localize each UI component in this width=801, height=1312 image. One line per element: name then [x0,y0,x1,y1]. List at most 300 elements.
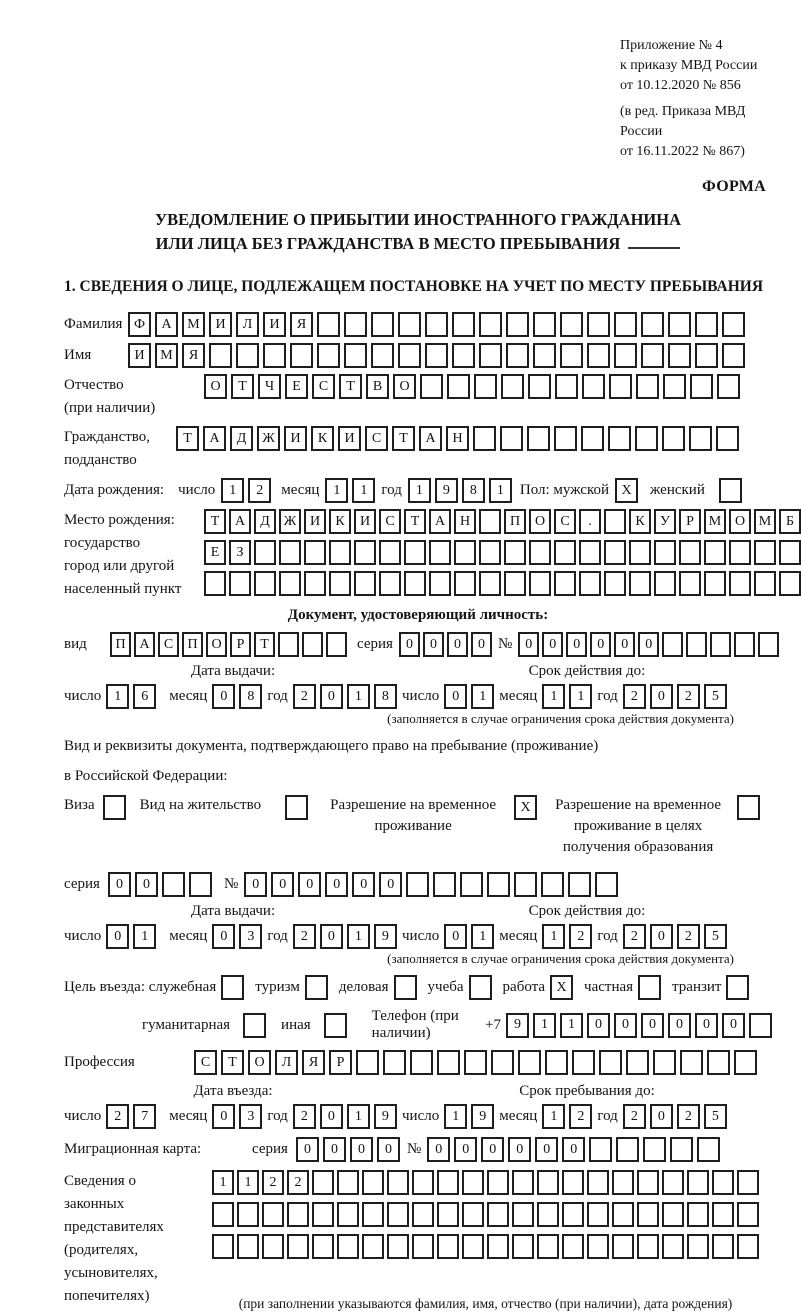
char-box[interactable] [716,426,739,451]
char-box[interactable]: Е [204,540,226,565]
char-box[interactable]: А [419,426,442,451]
char-box[interactable]: 1 [542,684,565,709]
char-box[interactable]: 0 [399,632,420,657]
char-box[interactable] [695,312,718,337]
char-box[interactable]: 2 [106,1104,129,1129]
char-box[interactable] [612,1202,634,1227]
char-box[interactable] [668,343,691,368]
char-box[interactable]: М [182,312,205,337]
char-box[interactable]: 3 [239,1104,262,1129]
char-box[interactable] [679,540,701,565]
char-box[interactable]: 1 [408,478,431,503]
char-box[interactable] [758,632,779,657]
char-box[interactable]: 5 [704,1104,727,1129]
char-box[interactable] [533,343,556,368]
char-box[interactable] [398,312,421,337]
char-box[interactable] [719,478,742,503]
char-box[interactable]: Я [290,312,313,337]
char-box[interactable]: И [209,312,232,337]
char-box[interactable] [537,1170,559,1195]
char-box[interactable]: 0 [379,872,402,897]
char-box[interactable] [560,343,583,368]
char-box[interactable] [616,1137,639,1162]
char-box[interactable] [608,426,631,451]
char-box[interactable] [189,872,212,897]
char-box[interactable]: X [550,975,573,1000]
char-box[interactable] [344,312,367,337]
char-box[interactable]: 9 [506,1013,529,1038]
char-box[interactable]: 0 [614,632,635,657]
char-box[interactable]: 0 [106,924,129,949]
char-box[interactable] [312,1234,334,1259]
char-box[interactable]: 9 [435,478,458,503]
char-box[interactable] [637,1234,659,1259]
char-box[interactable] [500,426,523,451]
char-box[interactable] [662,632,683,657]
char-box[interactable]: Б [779,509,801,534]
char-box[interactable]: Р [329,1050,352,1075]
char-box[interactable] [487,1202,509,1227]
char-box[interactable] [529,540,551,565]
char-box[interactable]: X [514,795,537,820]
char-box[interactable] [609,374,632,399]
char-box[interactable] [479,312,502,337]
char-box[interactable] [687,1234,709,1259]
char-box[interactable] [581,426,604,451]
char-box[interactable] [754,571,776,596]
char-box[interactable] [460,872,483,897]
char-box[interactable] [437,1234,459,1259]
char-box[interactable] [487,1234,509,1259]
char-box[interactable] [479,540,501,565]
char-box[interactable] [162,872,185,897]
char-box[interactable] [504,540,526,565]
char-box[interactable] [662,1234,684,1259]
char-box[interactable] [324,1013,347,1038]
char-box[interactable]: И [284,426,307,451]
char-box[interactable] [394,975,417,1000]
char-box[interactable] [329,571,351,596]
char-box[interactable] [362,1202,384,1227]
char-box[interactable]: 0 [320,684,343,709]
char-box[interactable] [262,1202,284,1227]
char-box[interactable] [722,312,745,337]
char-box[interactable]: И [263,312,286,337]
char-box[interactable] [243,1013,266,1038]
char-box[interactable] [690,374,713,399]
char-box[interactable] [579,571,601,596]
char-box[interactable] [479,509,501,534]
char-box[interactable] [429,571,451,596]
char-box[interactable]: 0 [471,632,492,657]
char-box[interactable]: 2 [293,1104,316,1129]
char-box[interactable]: О [204,374,227,399]
char-box[interactable] [103,795,126,820]
char-box[interactable] [726,975,749,1000]
char-box[interactable]: 8 [374,684,397,709]
char-box[interactable] [371,343,394,368]
char-box[interactable] [237,1234,259,1259]
char-box[interactable] [712,1202,734,1227]
char-box[interactable]: Н [446,426,469,451]
char-box[interactable] [236,343,259,368]
char-box[interactable] [697,1137,720,1162]
char-box[interactable] [779,540,801,565]
char-box[interactable]: 9 [471,1104,494,1129]
char-box[interactable] [506,343,529,368]
char-box[interactable] [464,1050,487,1075]
char-box[interactable] [679,571,701,596]
char-box[interactable] [629,540,651,565]
char-box[interactable]: 1 [106,684,129,709]
char-box[interactable]: С [194,1050,217,1075]
char-box[interactable] [469,975,492,1000]
char-box[interactable]: С [312,374,335,399]
char-box[interactable] [635,426,658,451]
char-box[interactable]: 0 [320,924,343,949]
char-box[interactable] [626,1050,649,1075]
char-box[interactable] [287,1234,309,1259]
char-box[interactable] [641,343,664,368]
char-box[interactable]: Ж [279,509,301,534]
char-box[interactable] [512,1202,534,1227]
char-box[interactable] [670,1137,693,1162]
char-box[interactable]: 0 [650,1104,673,1129]
char-box[interactable] [425,343,448,368]
char-box[interactable] [479,343,502,368]
char-box[interactable] [479,571,501,596]
char-box[interactable]: 1 [347,924,370,949]
char-box[interactable]: М [155,343,178,368]
char-box[interactable]: 8 [239,684,262,709]
char-box[interactable]: 0 [668,1013,691,1038]
char-box[interactable]: Т [221,1050,244,1075]
char-box[interactable] [337,1234,359,1259]
char-box[interactable] [209,343,232,368]
char-box[interactable] [599,1050,622,1075]
char-box[interactable] [537,1202,559,1227]
char-box[interactable]: 0 [614,1013,637,1038]
char-box[interactable] [412,1202,434,1227]
char-box[interactable]: Л [236,312,259,337]
char-box[interactable] [425,312,448,337]
char-box[interactable] [689,426,712,451]
char-box[interactable]: 5 [704,924,727,949]
char-box[interactable]: 1 [133,924,156,949]
char-box[interactable]: 9 [374,924,397,949]
char-box[interactable]: 0 [650,924,673,949]
char-box[interactable]: 2 [623,1104,646,1129]
char-box[interactable] [533,312,556,337]
char-box[interactable] [555,374,578,399]
char-box[interactable]: 0 [427,1137,450,1162]
char-box[interactable]: 0 [566,632,587,657]
char-box[interactable] [387,1170,409,1195]
char-box[interactable] [562,1170,584,1195]
char-box[interactable] [337,1202,359,1227]
char-box[interactable]: К [329,509,351,534]
char-box[interactable]: Д [230,426,253,451]
char-box[interactable] [412,1234,434,1259]
char-box[interactable] [304,571,326,596]
char-box[interactable]: А [155,312,178,337]
char-box[interactable] [454,540,476,565]
char-box[interactable] [537,1234,559,1259]
char-box[interactable]: 0 [325,872,348,897]
char-box[interactable] [491,1050,514,1075]
char-box[interactable]: Я [182,343,205,368]
char-box[interactable] [662,1202,684,1227]
char-box[interactable] [462,1170,484,1195]
char-box[interactable]: Т [176,426,199,451]
char-box[interactable] [668,312,691,337]
char-box[interactable] [554,426,577,451]
char-box[interactable]: З [229,540,251,565]
char-box[interactable] [749,1013,772,1038]
char-box[interactable]: Т [231,374,254,399]
char-box[interactable] [326,632,347,657]
char-box[interactable] [595,872,618,897]
char-box[interactable] [329,540,351,565]
char-box[interactable] [737,1170,759,1195]
char-box[interactable] [462,1202,484,1227]
char-box[interactable] [779,571,801,596]
char-box[interactable] [263,343,286,368]
char-box[interactable]: 1 [444,1104,467,1129]
char-box[interactable] [589,1137,612,1162]
char-box[interactable]: С [365,426,388,451]
char-box[interactable]: И [338,426,361,451]
char-box[interactable] [587,312,610,337]
char-box[interactable] [704,571,726,596]
char-box[interactable]: 2 [623,684,646,709]
char-box[interactable]: 0 [350,1137,373,1162]
char-box[interactable] [568,872,591,897]
char-box[interactable] [406,872,429,897]
char-box[interactable]: 8 [462,478,485,503]
char-box[interactable] [710,632,731,657]
char-box[interactable] [686,632,707,657]
char-box[interactable] [433,872,456,897]
char-box[interactable] [663,374,686,399]
char-box[interactable]: 0 [212,1104,235,1129]
char-box[interactable]: Т [404,509,426,534]
char-box[interactable] [707,1050,730,1075]
char-box[interactable] [636,374,659,399]
char-box[interactable] [354,571,376,596]
char-box[interactable] [687,1170,709,1195]
char-box[interactable] [604,540,626,565]
char-box[interactable]: 2 [569,1104,592,1129]
char-box[interactable] [582,374,605,399]
char-box[interactable] [529,571,551,596]
char-box[interactable]: 0 [108,872,131,897]
char-box[interactable] [729,540,751,565]
char-box[interactable]: 0 [722,1013,745,1038]
char-box[interactable] [285,795,308,820]
char-box[interactable] [662,1170,684,1195]
char-box[interactable]: 6 [133,684,156,709]
char-box[interactable] [562,1234,584,1259]
char-box[interactable]: Н [454,509,476,534]
char-box[interactable]: 0 [135,872,158,897]
char-box[interactable] [637,1170,659,1195]
char-box[interactable]: 0 [638,632,659,657]
char-box[interactable]: С [379,509,401,534]
char-box[interactable]: Д [254,509,276,534]
char-box[interactable]: 0 [447,632,468,657]
char-box[interactable] [317,312,340,337]
char-box[interactable]: 1 [347,684,370,709]
char-box[interactable]: А [229,509,251,534]
char-box[interactable] [687,1202,709,1227]
char-box[interactable] [737,1234,759,1259]
char-box[interactable]: П [504,509,526,534]
char-box[interactable]: 0 [590,632,611,657]
char-box[interactable]: 2 [287,1170,309,1195]
char-box[interactable] [379,571,401,596]
char-box[interactable]: 0 [641,1013,664,1038]
char-box[interactable]: 0 [352,872,375,897]
char-box[interactable]: 1 [542,1104,565,1129]
char-box[interactable]: 7 [133,1104,156,1129]
char-box[interactable] [302,632,323,657]
char-box[interactable]: О [393,374,416,399]
char-box[interactable] [629,571,651,596]
char-box[interactable] [653,1050,676,1075]
char-box[interactable] [212,1234,234,1259]
char-box[interactable]: 1 [221,478,244,503]
char-box[interactable]: 0 [444,924,467,949]
char-box[interactable] [527,426,550,451]
char-box[interactable] [312,1202,334,1227]
char-box[interactable] [362,1234,384,1259]
char-box[interactable]: 2 [623,924,646,949]
char-box[interactable]: Ф [128,312,151,337]
char-box[interactable]: О [248,1050,271,1075]
char-box[interactable]: У [654,509,676,534]
char-box[interactable]: 0 [323,1137,346,1162]
char-box[interactable] [737,795,760,820]
char-box[interactable]: 0 [650,684,673,709]
char-box[interactable]: 0 [244,872,267,897]
char-box[interactable]: 1 [212,1170,234,1195]
char-box[interactable]: 2 [293,684,316,709]
char-box[interactable]: И [304,509,326,534]
char-box[interactable] [695,343,718,368]
char-box[interactable]: 1 [237,1170,259,1195]
char-box[interactable] [641,312,664,337]
char-box[interactable] [587,343,610,368]
char-box[interactable] [614,343,637,368]
char-box[interactable]: 1 [471,924,494,949]
char-box[interactable] [579,540,601,565]
char-box[interactable] [512,1170,534,1195]
char-box[interactable]: Т [204,509,226,534]
char-box[interactable] [614,312,637,337]
char-box[interactable]: 0 [481,1137,504,1162]
char-box[interactable]: Ч [258,374,281,399]
char-box[interactable] [278,632,299,657]
char-box[interactable] [354,540,376,565]
char-box[interactable]: 9 [374,1104,397,1129]
char-box[interactable]: 0 [212,684,235,709]
char-box[interactable] [612,1170,634,1195]
char-box[interactable] [447,374,470,399]
char-box[interactable]: А [134,632,155,657]
char-box[interactable] [262,1234,284,1259]
char-box[interactable] [437,1202,459,1227]
char-box[interactable]: Р [230,632,251,657]
char-box[interactable] [452,312,475,337]
char-box[interactable] [362,1170,384,1195]
char-box[interactable]: И [128,343,151,368]
char-box[interactable] [680,1050,703,1075]
char-box[interactable] [387,1202,409,1227]
char-box[interactable] [637,1202,659,1227]
char-box[interactable] [587,1170,609,1195]
char-box[interactable]: 1 [352,478,375,503]
char-box[interactable]: 1 [471,684,494,709]
char-box[interactable] [452,343,475,368]
char-box[interactable] [237,1202,259,1227]
char-box[interactable] [398,343,421,368]
char-box[interactable]: 1 [542,924,565,949]
char-box[interactable] [572,1050,595,1075]
char-box[interactable] [604,509,626,534]
char-box[interactable]: 0 [298,872,321,897]
char-box[interactable] [317,343,340,368]
char-box[interactable]: X [615,478,638,503]
char-box[interactable]: В [366,374,389,399]
char-box[interactable]: . [579,509,601,534]
char-box[interactable] [437,1050,460,1075]
char-box[interactable]: 0 [562,1137,585,1162]
char-box[interactable]: 2 [248,478,271,503]
char-box[interactable] [554,571,576,596]
char-box[interactable]: Т [392,426,415,451]
char-box[interactable]: 1 [560,1013,583,1038]
char-box[interactable] [371,312,394,337]
char-box[interactable] [514,872,537,897]
char-box[interactable]: 2 [677,924,700,949]
char-box[interactable]: Т [254,632,275,657]
char-box[interactable] [754,540,776,565]
char-box[interactable]: 0 [444,684,467,709]
char-box[interactable]: 0 [320,1104,343,1129]
char-box[interactable] [337,1170,359,1195]
char-box[interactable] [654,571,676,596]
char-box[interactable]: 0 [296,1137,319,1162]
char-box[interactable] [204,571,226,596]
char-box[interactable] [356,1050,379,1075]
char-box[interactable] [462,1234,484,1259]
char-box[interactable] [712,1170,734,1195]
char-box[interactable]: 0 [518,632,539,657]
char-box[interactable]: П [110,632,131,657]
char-box[interactable] [387,1234,409,1259]
char-box[interactable] [379,540,401,565]
char-box[interactable]: 0 [454,1137,477,1162]
char-box[interactable]: 0 [271,872,294,897]
char-box[interactable] [612,1234,634,1259]
char-box[interactable] [717,374,740,399]
char-box[interactable] [504,571,526,596]
char-box[interactable] [662,426,685,451]
char-box[interactable] [512,1234,534,1259]
char-box[interactable] [410,1050,433,1075]
char-box[interactable] [643,1137,666,1162]
